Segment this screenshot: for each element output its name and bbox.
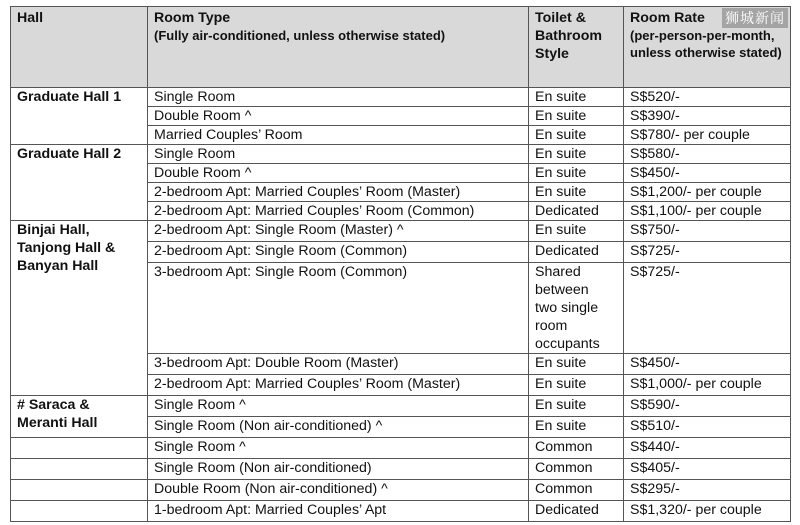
toilet-cell: En suite xyxy=(529,183,624,202)
rate-cell: S$725/- xyxy=(624,263,791,354)
toilet-cell: Dedicated xyxy=(529,202,624,221)
toilet-cell: En suite xyxy=(529,375,624,396)
toilet-cell: En suite xyxy=(529,417,624,438)
toilet-cell: En suite xyxy=(529,107,624,126)
toilet-cell: En suite xyxy=(529,126,624,145)
empty-hall-cell xyxy=(11,480,148,501)
header-hall: Hall xyxy=(11,7,148,88)
table-row xyxy=(11,396,791,417)
rate-cell: S$725/- xyxy=(624,242,791,263)
hall-name-line: Binjai Hall, xyxy=(17,222,90,238)
hall-name-line: Tanjong Hall & xyxy=(17,240,116,256)
table-row xyxy=(11,501,791,522)
room-type-cell: Single Room ^ xyxy=(148,438,529,459)
rate-cell: S$1,100/- per couple xyxy=(624,202,791,221)
room-type-cell: Single Room xyxy=(148,145,529,164)
rate-cell: S$390/- xyxy=(624,107,791,126)
rate-cell: S$520/- xyxy=(624,88,791,107)
toilet-line: occupants xyxy=(535,336,600,352)
room-type-cell: Single Room ^ xyxy=(148,396,529,417)
hall-binjai-tanjong-banyan xyxy=(11,221,148,396)
table-row xyxy=(11,459,791,480)
room-type-cell: 2-bedroom Apt: Married Couples’ Room (Master) xyxy=(148,375,529,396)
toilet-cell: Common xyxy=(529,459,624,480)
empty-hall-cell xyxy=(11,459,148,480)
rate-cell: S$780/- per couple xyxy=(624,126,791,145)
rate-cell: S$405/- xyxy=(624,459,791,480)
toilet-cell: En suite xyxy=(529,164,624,183)
toilet-cell: Dedicated xyxy=(529,242,624,263)
table-row xyxy=(11,438,791,459)
header-room-type-label: Room Type xyxy=(154,10,231,26)
room-type-cell: 1-bedroom Apt: Married Couples’ Apt xyxy=(148,501,529,522)
header-rate-label: Room Rate xyxy=(630,10,705,26)
header-room-type-note: (Fully air-conditioned, unless otherwise stated) xyxy=(154,28,446,43)
hall-graduate-hall-2: Graduate Hall 2 xyxy=(11,145,148,221)
toilet-cell: En suite xyxy=(529,221,624,242)
rate-cell: S$440/- xyxy=(624,438,791,459)
header-toilet-line2: Bathroom xyxy=(535,28,602,44)
header-toilet-line3: Style xyxy=(535,46,569,62)
room-type-cell: Single Room (Non air-conditioned) xyxy=(148,459,529,480)
room-rates-table xyxy=(10,6,791,522)
toilet-cell: En suite xyxy=(529,88,624,107)
room-type-cell: 2-bedroom Apt: Single Room (Common) xyxy=(148,242,529,263)
hall-graduate-hall-1: Graduate Hall 1 xyxy=(11,88,148,145)
toilet-cell: Dedicated xyxy=(529,501,624,522)
room-type-cell: Married Couples’ Room xyxy=(148,126,529,145)
rate-cell: S$1,320/- per couple xyxy=(624,501,791,522)
room-type-cell: 3-bedroom Apt: Double Room (Master) xyxy=(148,354,529,375)
room-type-cell: 3-bedroom Apt: Single Room (Common) xyxy=(148,263,529,354)
header-room-type xyxy=(148,7,529,88)
room-type-cell: Double Room (Non air-conditioned) ^ xyxy=(148,480,529,501)
header-row xyxy=(11,7,791,88)
rate-cell: S$580/- xyxy=(624,145,791,164)
room-type-cell: Double Room ^ xyxy=(148,107,529,126)
header-toilet xyxy=(529,7,624,88)
toilet-line: Shared xyxy=(535,264,581,280)
rate-cell: S$750/- xyxy=(624,221,791,242)
room-type-cell: Double Room ^ xyxy=(148,164,529,183)
table-row xyxy=(11,221,791,242)
toilet-line: room xyxy=(535,318,568,334)
watermark-label: 狮城新闻 xyxy=(722,8,788,28)
toilet-cell: En suite xyxy=(529,396,624,417)
hall-name-line: # Saraca & xyxy=(17,397,90,413)
hall-name-line: Banyan Hall xyxy=(17,258,99,274)
rate-cell: S$450/- xyxy=(624,354,791,375)
empty-hall-cell xyxy=(11,438,148,459)
rate-cell: S$295/- xyxy=(624,480,791,501)
hall-name-line: Meranti Hall xyxy=(17,415,98,431)
room-type-cell: Single Room (Non air-conditioned) ^ xyxy=(148,417,529,438)
room-type-cell: 2-bedroom Apt: Married Couples’ Room (Common) xyxy=(148,202,529,221)
header-rate-note: (per-person-per-month, unless otherwise stated) xyxy=(630,28,782,60)
rate-cell: S$1,200/- per couple xyxy=(624,183,791,202)
toilet-line: between xyxy=(535,282,589,298)
table-row xyxy=(11,145,791,164)
rate-cell: S$510/- xyxy=(624,417,791,438)
toilet-cell: Common xyxy=(529,480,624,501)
rate-cell: S$590/- xyxy=(624,396,791,417)
toilet-cell: En suite xyxy=(529,354,624,375)
table-row xyxy=(11,480,791,501)
rate-cell: S$1,000/- per couple xyxy=(624,375,791,396)
hall-saraca-meranti xyxy=(11,396,148,438)
toilet-line: two single xyxy=(535,300,599,316)
empty-hall-cell xyxy=(11,501,148,522)
table-row xyxy=(11,88,791,107)
rate-cell: S$450/- xyxy=(624,164,791,183)
room-type-cell: 2-bedroom Apt: Single Room (Master) ^ xyxy=(148,221,529,242)
toilet-cell: Common xyxy=(529,438,624,459)
room-type-cell: 2-bedroom Apt: Married Couples’ Room (Master) xyxy=(148,183,529,202)
header-toilet-line1: Toilet & xyxy=(535,10,586,26)
toilet-cell xyxy=(529,263,624,354)
room-type-cell: Single Room xyxy=(148,88,529,107)
toilet-cell: En suite xyxy=(529,145,624,164)
